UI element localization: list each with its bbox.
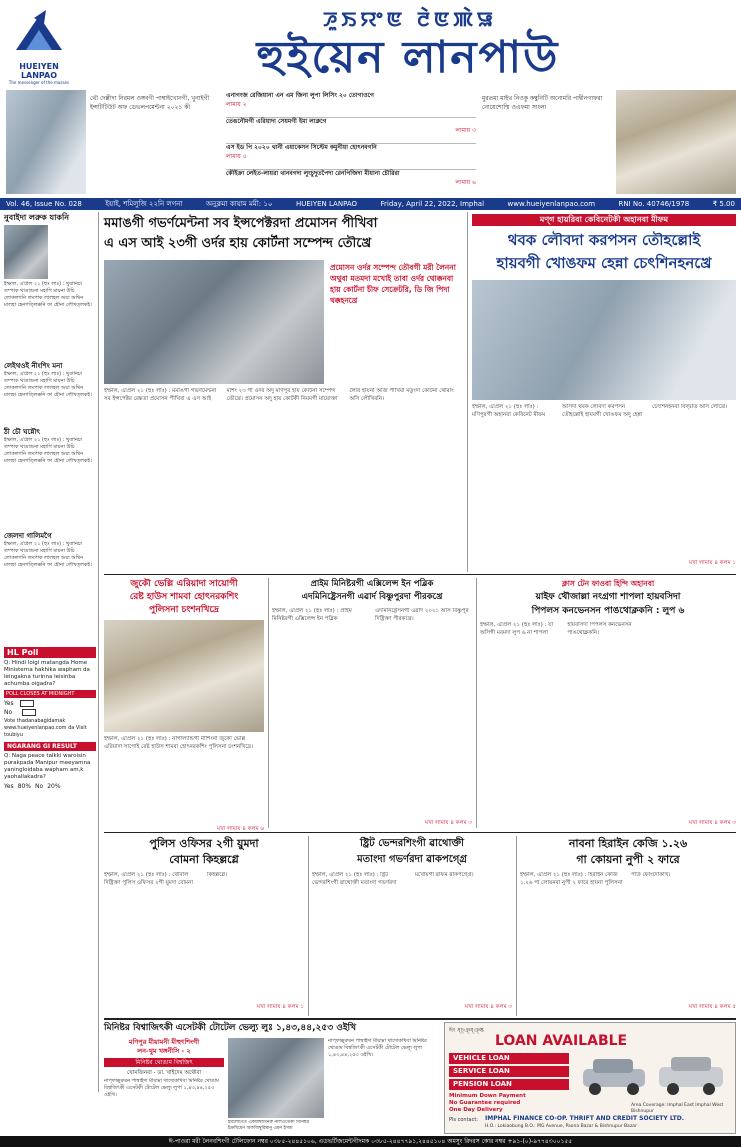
ad-pls-contact: Pls contact: xyxy=(449,1117,478,1123)
price: ₹ 5.00 xyxy=(712,200,735,208)
left-header-3: ঠী চৌ ঘন্নৌৎ xyxy=(4,428,41,436)
street-body: ইম্ফাল, এপ্রিল ২১ (হুঃ লাঃ) : ষ্ট্রিট ভেন্দরশিংগী ৱাথোক্তী মতাংদা গভর্ণরদা মখোয়গী ৱাফম ৱাকপগ্গ্রে। xyxy=(312,872,474,886)
police-divider xyxy=(308,836,309,1016)
left-body-2: ইম্ফাল, এপ্রিল ২১ (হুঃ লাঃ) : থুবানিচা তম্পাক থাঙাশুনা মহাগি মায়না উচি লোকলগনি লমপাক লালহল অয়া অথিন মালহা হেনগত্লিক্কনি ফা হৌনা লৌখত্লকই। xyxy=(4,371,92,398)
left-body-3: ইম্ফাল, এপ্রিল ২১ (হুঃ লাঃ) : থুবানিচা তম্পাক থাঙাশুনা মহাগি মায়না উচি লোকলগনি লমপাক লালহল অয়া অথিন মালহা হেনগত্লিক্কনি ফা হৌনা লৌখত্লকই। xyxy=(4,437,92,464)
heroin-headline-1: নাবনা হিরাইন কেজি ১.২৬ xyxy=(568,837,688,850)
jukou-photo xyxy=(104,620,264,732)
lead-headline-1: মমাঙগী গভর্ণমেন্টনা সব ইন্সপেক্টরদা প্রমোসন পীখিবা xyxy=(104,216,378,231)
prime-divider xyxy=(476,578,477,828)
classten-headline-2: পিপলস কনভেনসন পাঙথোক্লকনি : লুপ ৬ xyxy=(531,606,685,616)
police-body: ইম্ফাল, এপ্রিল ২১ (হুঃ লাঃ) : থৌবাল দিষ্ট্রিক্তা পুলিস ওফিসর ২গী য়ুমদা বোমনা কিহল্লগ্লে। xyxy=(104,872,227,886)
mid-rule xyxy=(104,574,736,575)
teaser-right-text: মুরতমা মাইথ নিওকু কম্বুনিটি অনোমরি পান্বীনগাফরা নোয়েশোম্মি ওএফমা সাংলা xyxy=(482,95,603,111)
left-column-divider xyxy=(98,212,99,1092)
masthead-title: হুইয়েন লানপাউ xyxy=(256,32,560,83)
teaser-4-page[interactable]: লামায় ৬ xyxy=(455,179,476,186)
lead-headline-2: এ এস আই ২৩গী ওর্দর হায় কোর্টনা সম্পেন্দ তৌখ্রে xyxy=(104,236,372,251)
result-values xyxy=(4,783,96,790)
left-body-1: ইম্ফাল, এপ্রিল ২১ (হুঃ লাঃ) : থুবানিচা তম্পাক থাঙাশুনা মহাগি মায়না উচি লোকলগনি লমপাক লালহল অয়া অথিন মালহা হেনগত্লিক্কনি ফা হৌনা লৌখত্লকই। xyxy=(4,281,92,308)
teaser-photo-right xyxy=(616,90,736,194)
ad-top-text: ঈং ষ্চ্ঞ্ষ্ঞ্ষ্ক xyxy=(449,1027,484,1034)
classten-more-link[interactable]: মখা লামায় ৪ কলম ৩ xyxy=(689,820,736,826)
rni-number: RNI No. 40746/1978 xyxy=(618,200,690,208)
ad-vehicle-loan: VEHICLE LOAN xyxy=(449,1053,569,1064)
classten-kicker: ক্লাস টেন ফাওবা হিন্দি অহানবা xyxy=(561,579,655,588)
cabinet-headline-1: থবক লৌবদা করপসন তৌহল্লোই xyxy=(507,231,701,249)
crane-logo-icon xyxy=(6,10,72,58)
teaser-1-page[interactable]: লামায় ২ xyxy=(226,101,247,108)
footer-bar: ঈ-পাওরা মরী লৈনবশিংগী টেলিফোন নম্বর ০৩৮৫-২৪৪৫১০৬, এডভর্টিজমেন্টগীদমক ০৩৮৫-২৪৪৭৭৯১,২৪৪৫১০৪ অমসুং রিদরস কোর নম্বর +৯১-(০)-৯৭৭৪৩০০১৫৫ xyxy=(0,1136,741,1147)
left-header-2: লেইথওই নীংশিং মনা xyxy=(4,362,63,370)
jukou-body: ইম্ফাল, এপ্রিল ২১ (হুঃ লাঃ) : নাগাল্যান্ডগী মীশিংনা জুকৌ ভেল্লি এরিয়াদা সাগোই রেষ্ট হাউস শামবা হোৎনরকশিং পুলিসনা চংশনখিদ্রে। xyxy=(104,736,254,750)
row3-rule xyxy=(104,832,736,833)
poll-no-box[interactable] xyxy=(22,709,36,716)
volume-issue: Vol. 46, Issue No. 028 xyxy=(6,200,82,208)
teaser-2-page[interactable]: লামায় ৩ xyxy=(455,127,476,134)
cabinet-body: ইম্ফাল, এপ্রিল ২১ (হুঃ লাঃ) : মণিপুরগী অহানবা কেবিনেট মীফম অসিদা থবক লৌবদা করপসন তৌহল্লোই হায়বগী খোঙফম অদু হেন্না চেৎশিনহনবা বিদ্দ্বাত অসি লৌখ্রে। xyxy=(472,404,727,418)
result-no-pct: 20% xyxy=(47,783,61,790)
ad-bullet-1: Minimum Down Payment xyxy=(449,1093,526,1099)
minister-series-2: লন-থুম খঙ্গনীসি - ২ xyxy=(137,1047,191,1055)
street-more-link[interactable]: মখা লামায় ৪ কলম ৩ xyxy=(465,1004,512,1010)
police-headline-1: পুলিস ওফিসর ২গী য়ুমদা xyxy=(149,837,259,850)
ad-bullet-3: One Day Delivery xyxy=(449,1107,503,1113)
cabinet-photo xyxy=(472,280,736,400)
cabinet-headline-2: হায়বগী খোঙফম হেন্না চেৎশিনহনখ্রে xyxy=(496,254,712,272)
poll-header: HL Poll xyxy=(4,647,96,658)
street-divider xyxy=(516,836,517,1016)
jukou-headline-2: রেষ্ট হাউস শামবা হোৎনরকশিং xyxy=(129,592,239,602)
police-more-link[interactable]: মখা লামায় ৪ কলম ১ xyxy=(257,1004,304,1010)
minister-photo xyxy=(228,1038,324,1118)
ad-loan-available: LOAN AVAILABLE xyxy=(495,1033,628,1049)
jukou-divider xyxy=(268,578,269,828)
info-bar xyxy=(0,198,741,210)
left-header-1: নুবাইদা লরুক যাকনি xyxy=(4,213,70,222)
jukou-headline-3: পুলিসনা চংশনখিদ্রে xyxy=(149,605,219,615)
lead-body: ইম্ফাল, এপ্রিল ২১ (হুঃ লাঃ) : মমাঙগী গভর্ণমেন্টনা সব ইন্সপেক্টর রেঙ্কতা প্রমোসন পীখিবা এ এস আই মশিং ২৩ গী ওর্দর অদু মণিপুর হায় কোর্টনা সম্পেন্দ তৌখ্রে। প্রমোসন অদু হায় কোর্টকী নিয়মগী মায়োক্তা লৈরি হায়না অর্জি পীখিবা মতুংদা কোর্টনা থৌরাং অসি লৌখিবনি। xyxy=(104,388,454,402)
minister-label: মিনিষ্টর থোঙাম বিশ্বজিৎ xyxy=(104,1058,224,1067)
left-body-4: ইম্ফাল, এপ্রিল ২১ (হুঃ লাঃ) : থুবানিচা তম্পাক থাঙাশুনা মহাগি মায়না উচি লোকলগনি লমপাক লালহল অয়া অথিন মালহা হেনগত্লিক্কনি ফা হৌনা লৌখত্লকই। xyxy=(4,541,92,568)
poll-options xyxy=(4,700,96,707)
paper-name: HUEIYEN LANPAO xyxy=(295,200,358,208)
issue-date: Friday, April 22, 2022, Imphal xyxy=(380,200,485,208)
poll-yes[interactable]: Yes xyxy=(4,700,14,707)
left-column xyxy=(4,212,96,1092)
cabinet-kicker: মণ্‌গ হায়রিবা কেবিনেটকী অহানবা মীফম xyxy=(472,214,736,226)
teaser-2-text: তেঙনৌমগী এরিয়াদা সেয়মগী ইমা লাক্লগে xyxy=(226,118,327,125)
poll-no[interactable]: No xyxy=(4,709,13,716)
teaser-3-page[interactable]: লামায় ৫ xyxy=(226,153,247,160)
minister-caption: ইমলেটিতে একান্নস্থামিনরু নীলওতেকী মিনিষ্টর ইক্রমিয়েন অফজিম্বুরিম্বানু এমন ইসাম xyxy=(228,1120,310,1131)
logo-tagline: The messenger of the masses xyxy=(8,80,70,85)
ad-service-loan: SERVICE LOAN xyxy=(449,1066,569,1077)
result-yes: Yes xyxy=(4,783,14,790)
jukou-headline-1: জুকৌ ভেল্লি এরিয়াদা সায়োগী xyxy=(130,579,238,589)
police-headline-2: বোমনা কিহল্লগ্লে xyxy=(169,853,239,866)
website[interactable]: www.hueiyenlanpao.com xyxy=(507,200,596,208)
minister-body-1: নাপ্ফাল্লুরুরন পাম্বাইদা মীয়াম্না থাদোকখিবা মিনিষ্টর থোঙাম বিশ্বজিৎকী এসেটকী টোটেল ভেল্যু লুপা ১,৪৩,৪৪,২৫৩ ওইখি। xyxy=(104,1078,219,1098)
poll-question: Q: Hindi loigi matangda Home Ministerna hakhika wapham da leingakna turinna leisinba achumba oigadra? xyxy=(4,660,90,687)
left-portrait xyxy=(4,225,48,279)
ad-pension-loan: PENSION LOAN xyxy=(449,1079,569,1090)
minister-body-2: নাপ্ফাল্লুরুরন পাম্বাইদা মীয়াম্না থাদোকখিবা মিনিষ্টর থোঙাম বিশ্বজিৎকী এসেটকী টোটেল ভেল্যু লুপা ১,৪৩,৪৪,২৫৩ ওইখি। xyxy=(328,1038,427,1058)
masthead-title-meetei: ꯍꯨꯏꯌꯦꯟ ꯂꯥꯟꯄꯥꯎ xyxy=(323,7,497,31)
poll-options-2 xyxy=(4,709,96,716)
masthead-logo xyxy=(6,10,72,86)
teaser-mid xyxy=(226,92,476,196)
poll-vote-instructions: Vote thadanabagidamak www.hueiyenlanpao.com da Visit toubiyu xyxy=(4,718,87,738)
ad-coverage: Area Coverage: Imphal East Imphal West Bishnupur xyxy=(631,1103,724,1114)
result-question: Q: Naga peace talkki waroisin purakpada Manipur meeyamna yaningloidaba wapham am,k yaohallakadra? xyxy=(4,753,91,780)
teaser-left-text: থৌ দেল্লীদা নিরমল ওঙ্গবগী পাম্বাইখোনগী, খুনাইগী ইন্সটিটিউট অফ ডেভলপমেন্টনা ২০২১ কী xyxy=(90,95,210,111)
minister-series-1: মণিপুর মীয়ামনী মীহুৎশিংগী xyxy=(128,1038,200,1046)
logo-text: HUEIYEN LANPAO xyxy=(19,62,59,80)
result-yes-pct: 80% xyxy=(17,783,32,790)
teaser-1-text: এনাগংজ রেজিয়ানা এন এম জিনা লুপা লিসিং ২০ তোগাওগে xyxy=(226,92,374,99)
teaser-photo-left xyxy=(6,90,86,194)
jukou-more-link[interactable]: মখা লামায় ৪ কলম ৬ xyxy=(217,826,264,832)
car-illustration-icon xyxy=(579,1051,729,1099)
street-headline-1: ষ্ট্রিট ভেন্দরশিংগী ৱাথোক্তী xyxy=(360,838,464,849)
lead-divider xyxy=(467,212,468,572)
result-header: NGARANG GI RESULT xyxy=(4,742,96,751)
price-meetei: অনুক্লমা কায়াম মমী: ১০ xyxy=(205,200,273,208)
ad-bullet-2: No Guarantee required xyxy=(449,1100,521,1106)
result-no: No xyxy=(35,783,44,790)
prime-headline-2: এদমিনিষ্ট্রেসনগী এৱার্দ বিষ্ণুপুরদা পীরকখ্রে xyxy=(301,592,443,602)
ad-company-name: IMPHAL FINANCE CO-OP. THRIFT AND CREDIT SOCIETY LTD. xyxy=(485,1115,685,1122)
lead-photo xyxy=(104,260,324,384)
cabinet-more-link[interactable]: মখা লামায় ৪ কলম ১ xyxy=(689,560,736,566)
loan-advertisement[interactable] xyxy=(444,1022,736,1134)
teaser-3-text: এস ইড পি ২০২০ থানী এয়াকেসন সিস্টেম কমুনীয়া হোৎনবগনি xyxy=(226,144,377,151)
heroin-more-link[interactable]: মখা লামায় ৪ কলম ৫ xyxy=(689,1004,736,1010)
left-header-4: জেলদা গালিমগৈ xyxy=(4,532,52,540)
classten-body: ইম্ফাল, এপ্রিল ২১ (হুঃ লাঃ) : যা অসিগী মরমদা লুপ ৬ না শাপলা হায়বসিদা পিপলস কনভেনসন পাঙথোক্লকনি। xyxy=(480,622,632,636)
row4-rule xyxy=(104,1018,736,1020)
poll-yes-box[interactable] xyxy=(20,700,34,707)
minister-headline: মিনিষ্টর বিশ্বাজিৎকী এসেটকী টোটেল ভেল্যু লুঃ ১,৪৩,৪৪,২৫৩ ওইখি xyxy=(104,1023,356,1033)
teaser-4-text: কৌইক্রা লেইত-লায়রা থানবগদা লুংচুদুতপৈদা রেনপিজিদা মীয়ানা চৌরিরা xyxy=(226,170,400,177)
street-headline-2: মতাংদা গভর্ণরদা ৱাকপগ্গ্রে xyxy=(357,854,467,865)
ad-bullets xyxy=(449,1093,526,1114)
heroin-body: ইম্ফাল, এপ্রিল ২১ (হুঃ লাঃ) : হিরাইন কেজি ১.২৬ গা লোয়নবা নুপী ২ ফারে হায়না পুলিসনা পাউ ফোংদোকখি। xyxy=(520,872,671,886)
lead-subheadline: প্রমোসন ওর্দর সম্পেন্দ তৌবগী মরী লৈননা অথুবা মতমদা মখোই তাবা ওর্দর থোক্কনবা হায় কোর্টনা চীফ সেক্রেটরি, ডি জি পিদা থক্কহনখ্রে xyxy=(330,263,456,305)
prime-more-link[interactable]: মখা লামায় ৪ কলম ৩ xyxy=(425,820,472,826)
minister-byline: খোমজিনবা - ডা. খাইদেম অথৌবা xyxy=(126,1070,202,1076)
date-meetei: ইয়াই, শমিলুজি ২২নি লগনা xyxy=(105,200,183,208)
classten-headline-1: য়াইফ থৌজাল্লা নংগ্রগা শাপলা হায়বসিদা xyxy=(535,592,681,602)
poll-close: POLL CLOSES AT MIDNIGHT xyxy=(4,690,96,698)
ad-address: H.O.: Lokiaobung B.O.: MG Avenue, Paona Bazar & Bishnupur Bazar xyxy=(485,1124,637,1129)
heroin-headline-2: গা কোয়না নুপী ২ ফারে xyxy=(576,853,680,866)
prime-body: ইম্ফাল, এপ্রিল ২১ (হুঃ লাঃ) : প্রাইম মিনিষ্টরগী এক্সিলেন্স ইন পব্লিক এদমিনিষ্ট্রেসনগী এৱার্দ ২০২১ অসি বিষ্ণুপুর দিষ্ট্রিক্তা পীরকখ্রে। xyxy=(272,608,469,622)
prime-headline-1: প্রাইম মিনিষ্টরগী এক্সিলেন্স ইন পব্লিক xyxy=(310,579,434,589)
